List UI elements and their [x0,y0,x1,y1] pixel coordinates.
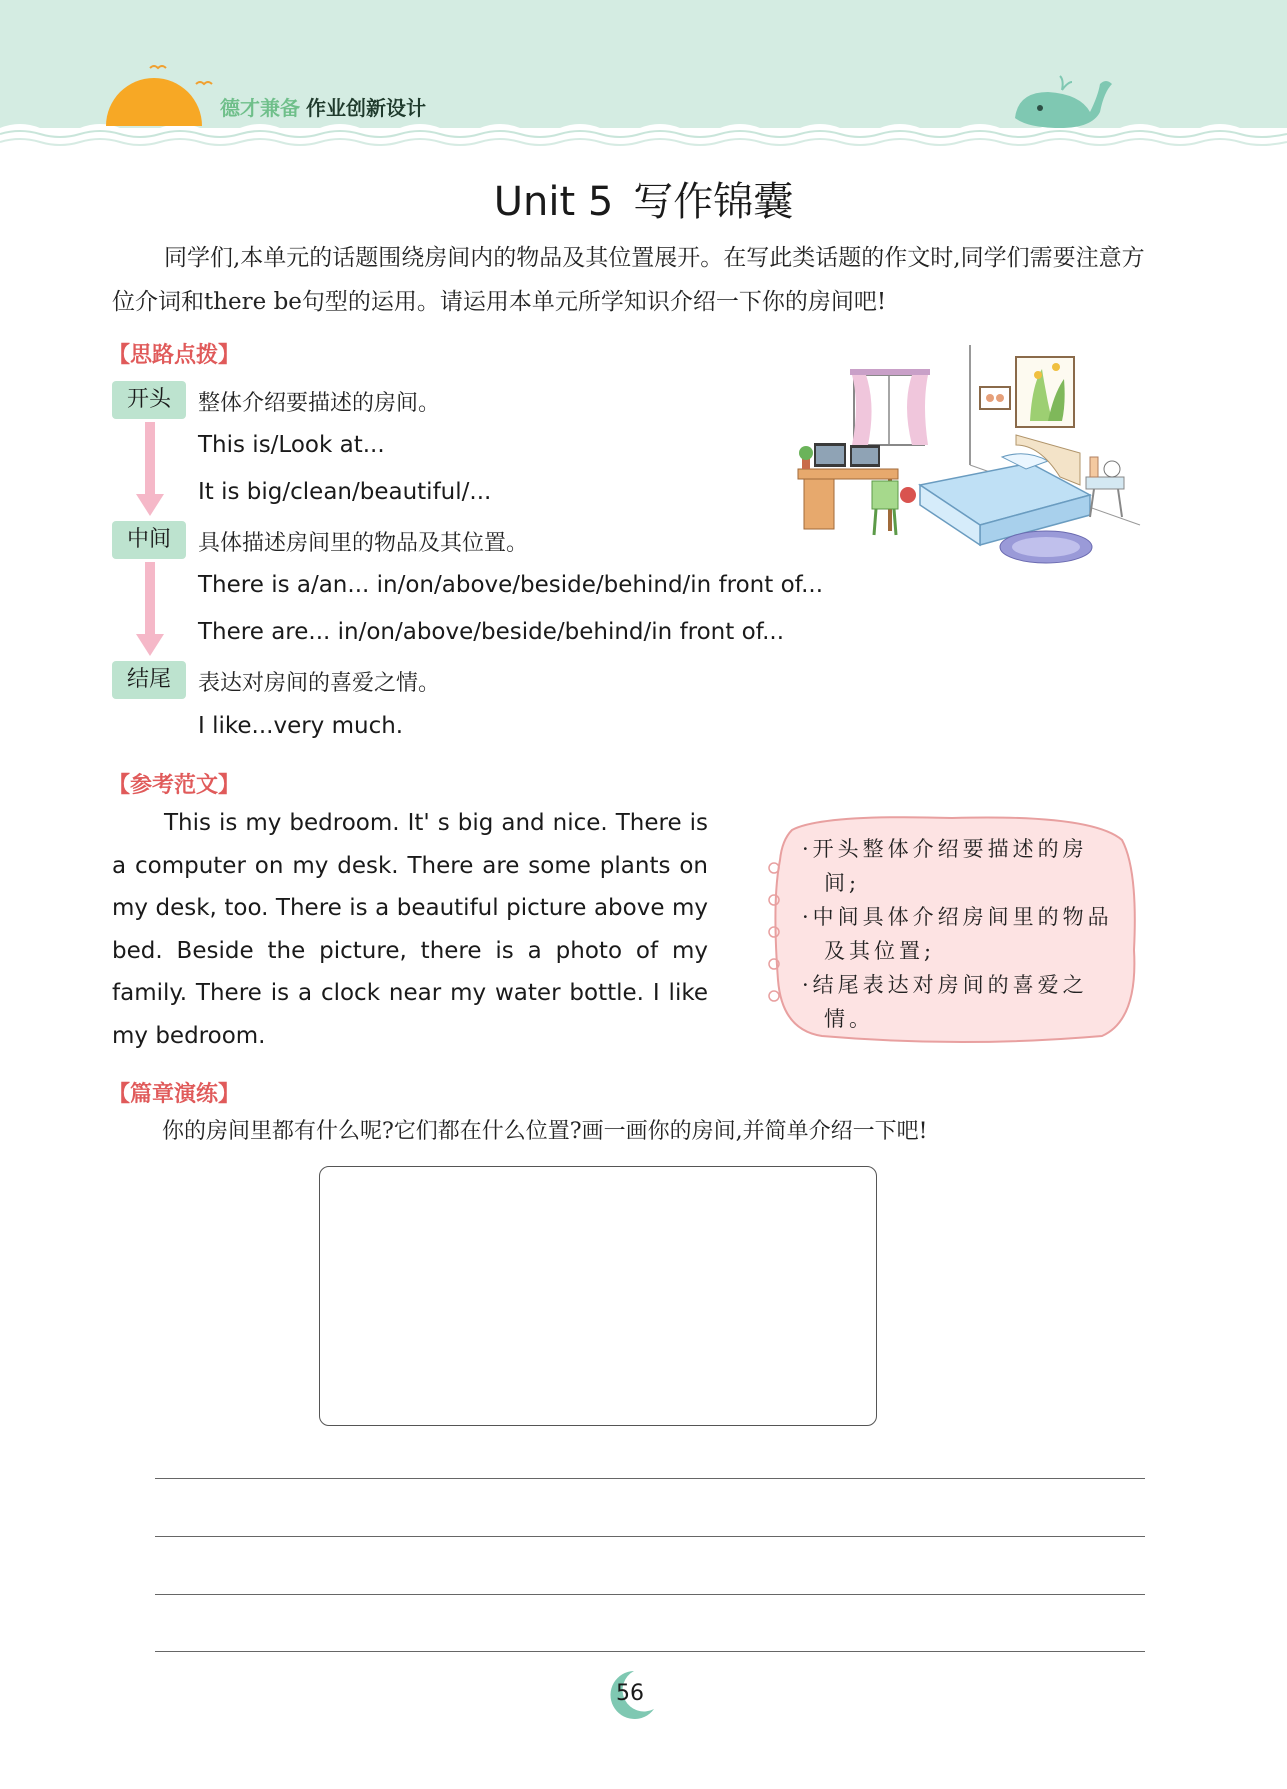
middle-en-1: There is a/an... in/on/above/beside/behind/in front of... [198,572,824,598]
section-heading-thinking: 【思路点拨】 [108,343,241,368]
middle-en-2: There are... in/on/above/beside/behind/in front of... [198,619,785,645]
plant-icon [799,446,813,460]
intro-paragraph: 同学们,本单元的话题围绕房间内的物品及其位置展开。在写此类话题的作文时,同学们需要注意方位介词和there be句型的运用。请运用本单元所学知识介绍一下你的房间吧! [112,245,1145,315]
brand-dark: 作业创新设计 [306,96,426,120]
title-unit: Unit 5 [493,179,614,225]
tag-opening: 开头 [112,381,186,419]
tips-note [762,810,1140,1050]
sample-essay [112,802,708,1057]
sample-essay-text: This is my bedroom. It' s big and nice. There is a computer on my desk. There are some plants on my desk, too. There is a beautiful picture above my bed. Beside the picture, there is a photo of my family. There is a clock near my water bottle. I like my bedroom. [112,810,708,1049]
clock-icon [1104,461,1120,477]
practice-task: 你的房间里都有什么呢?它们都在什么位置?画一画你的房间,并简单介绍一下吧! [162,1119,928,1144]
writing-line[interactable] [155,1536,1145,1537]
opening-en-2: It is big/clean/beautiful/... [198,479,492,505]
page-header [0,0,1287,160]
page-number-text: 56 [616,1681,644,1706]
brand [220,92,426,121]
writing-line[interactable] [155,1478,1145,1479]
tag-middle: 中间 [112,521,186,559]
ending-cn: 表达对房间的喜爱之情。 [198,671,441,696]
opening-cn: 整体介绍要描述的房间。 [198,391,441,416]
middle-cn: 具体描述房间里的物品及其位置。 [198,531,529,556]
note-item: ·中间具体介绍房间里的物品及其位置; [802,905,1113,963]
bedroom-illustration [790,345,1150,575]
section-heading-sample: 【参考范文】 [108,773,241,798]
title-name: 写作锦囊 [633,179,794,225]
ending-en-1: I like...very much. [198,713,404,739]
water-bottle-icon [1090,457,1098,477]
page-title [0,170,1287,227]
note-item: ·开头整体介绍要描述的房间; [802,837,1088,895]
page-number [600,1665,660,1725]
header-decoration [0,0,1287,160]
opening-en-1: This is/Look at... [198,432,385,458]
drawing-area[interactable] [319,1166,877,1426]
note-items [802,832,1122,1036]
down-arrow-icon [136,422,164,518]
writing-line[interactable] [155,1594,1145,1595]
desk-icon [804,479,834,529]
brand-green: 德才兼备 [220,96,300,120]
tag-ending: 结尾 [112,661,186,699]
writing-line[interactable] [155,1651,1145,1652]
note-item: ·结尾表达对房间的喜爱之情。 [802,973,1088,1031]
down-arrow-icon [136,562,164,658]
section-heading-practice: 【篇章演练】 [108,1082,241,1107]
family-photo-icon [980,387,1010,409]
